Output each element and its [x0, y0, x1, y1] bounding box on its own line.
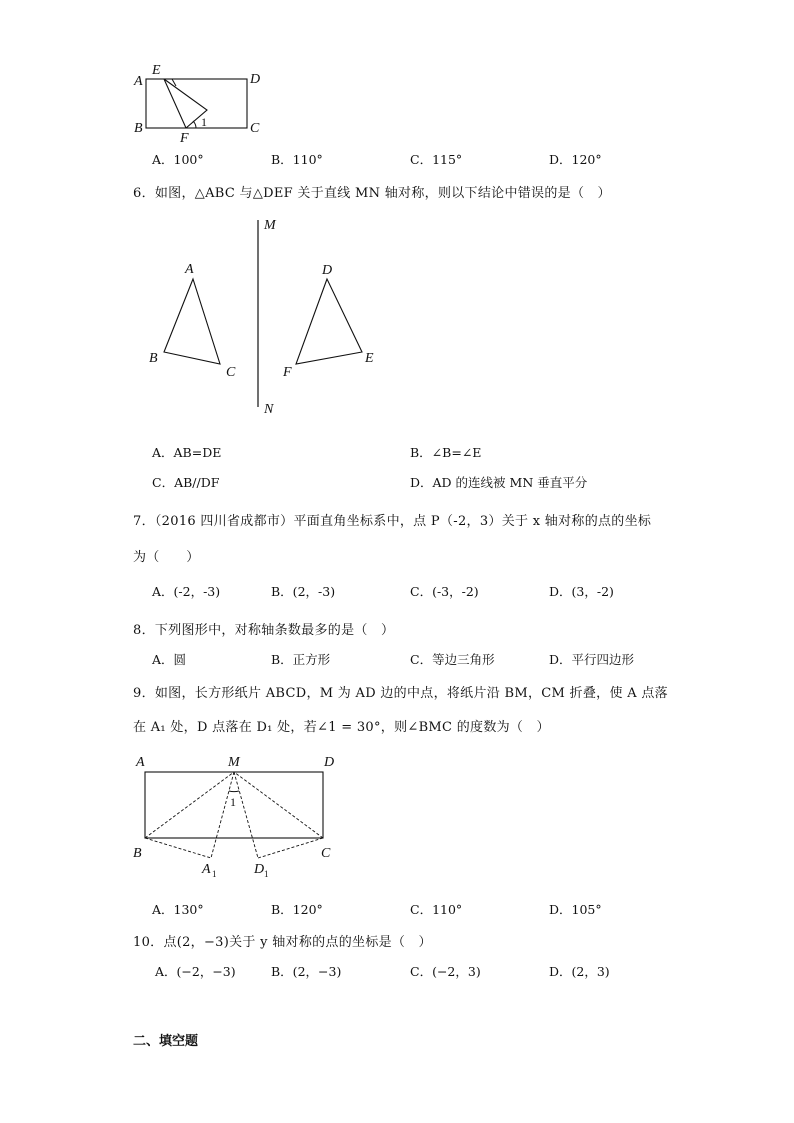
q9-fold-cm — [234, 772, 323, 838]
q8-stem: 8．下列图形中，对称轴条数最多的是（ ） — [133, 623, 395, 638]
q10-option-d: D．(2，3) — [549, 964, 610, 979]
q5-option-a: A．100° — [152, 152, 204, 167]
q9-option-c: C．110° — [410, 902, 463, 917]
q9-label-B: B — [133, 846, 142, 861]
q7-option-a: A．(-2，-3) — [152, 584, 221, 599]
q5-label-D: D — [250, 72, 261, 87]
q9-option-b: B．120° — [271, 902, 323, 917]
q6-label-B: B — [149, 351, 158, 366]
q9-line-md1 — [234, 772, 258, 858]
q9-label-M: M — [228, 755, 240, 770]
q9-label-1: 1 — [230, 795, 236, 809]
q7-stem-line1: 7．（2016 四川省成都市）平面直角坐标系中，点 P（-2，3）关于 x 轴对称的点的坐标 — [133, 514, 652, 529]
q8-option-a: A．圆 — [152, 652, 187, 667]
q9-angle-mark — [229, 791, 239, 792]
q9-fold-bm — [145, 772, 234, 838]
q9-label-D: D — [324, 755, 335, 770]
q5-option-c: C．115° — [410, 152, 463, 167]
q9-stem-line2: 在 A₁ 处，D 点落在 D₁ 处，若∠1 = 30°，则∠BMC 的度数为（ ） — [133, 720, 550, 735]
q7-stem-line2: 为（ ） — [133, 550, 200, 565]
q10-option-a: A．(−2，−3) — [155, 964, 236, 979]
q5-label-1: 1 — [201, 115, 207, 129]
q6-label-E: E — [365, 351, 374, 366]
q9-label-A1-sub: 1 — [212, 869, 217, 879]
q5-label-B: B — [134, 121, 143, 136]
q7-option-d: D．(3，-2) — [549, 584, 614, 599]
q6-option-a: A．AB=DE — [152, 445, 222, 460]
q9-option-d: D．105° — [549, 902, 602, 917]
q9-option-a: A．130° — [152, 902, 204, 917]
q6-stem: 6．如图，△ABC 与△DEF 关于直线 MN 轴对称，则以下结论中错误的是（ ） — [133, 186, 611, 201]
q9-line-ba1 — [145, 838, 211, 858]
q7-option-c: C．(-3，-2) — [410, 584, 479, 599]
q5-label-F: F — [180, 131, 189, 146]
q10-stem: 10．点(2，−3)关于 y 轴对称的点的坐标是（ ） — [133, 935, 432, 950]
q6-option-b: B．∠B=∠E — [410, 445, 482, 460]
q6-label-M: M — [264, 218, 276, 233]
q6-label-N: N — [264, 402, 274, 417]
q6-label-C: C — [226, 365, 236, 380]
q5-label-A: A — [134, 74, 143, 89]
q6-label-F: F — [283, 365, 292, 380]
q7-option-b: B．(2，-3) — [271, 584, 336, 599]
section-title-fill-in: 二、填空题 — [133, 1034, 199, 1049]
q8-option-b: B．正方形 — [271, 652, 331, 667]
q6-option-c: C．AB//DF — [152, 475, 220, 490]
q10-option-b: B．(2，−3) — [271, 964, 342, 979]
q9-line-cd1 — [258, 838, 323, 858]
q9-line-ma1 — [211, 772, 234, 858]
q9-stem-line1: 9．如图，长方形纸片 ABCD，M 为 AD 边的中点，将纸片沿 BM，CM 折叠，使 A 点落 — [133, 686, 668, 701]
q6-label-D: D — [322, 263, 333, 278]
q5-label-C: C — [250, 121, 260, 136]
q5-option-d: D．120° — [549, 152, 602, 167]
q6-option-d: D．AD 的连线被 MN 垂直平分 — [410, 475, 588, 490]
q5-label-E: E — [152, 63, 161, 78]
q10-option-c: C．(−2，3) — [410, 964, 481, 979]
q9-label-A: A — [136, 755, 145, 770]
q6-label-A: A — [185, 262, 194, 277]
q9-label-D1-sub: 1 — [264, 869, 269, 879]
q8-option-c: C．等边三角形 — [410, 652, 495, 667]
q8-option-d: D．平行四边形 — [549, 652, 635, 667]
q5-option-b: B．110° — [271, 152, 323, 167]
q9-label-D1: D — [254, 862, 265, 877]
q9-label-C: C — [321, 846, 331, 861]
q9-label-A1: A — [202, 862, 211, 877]
